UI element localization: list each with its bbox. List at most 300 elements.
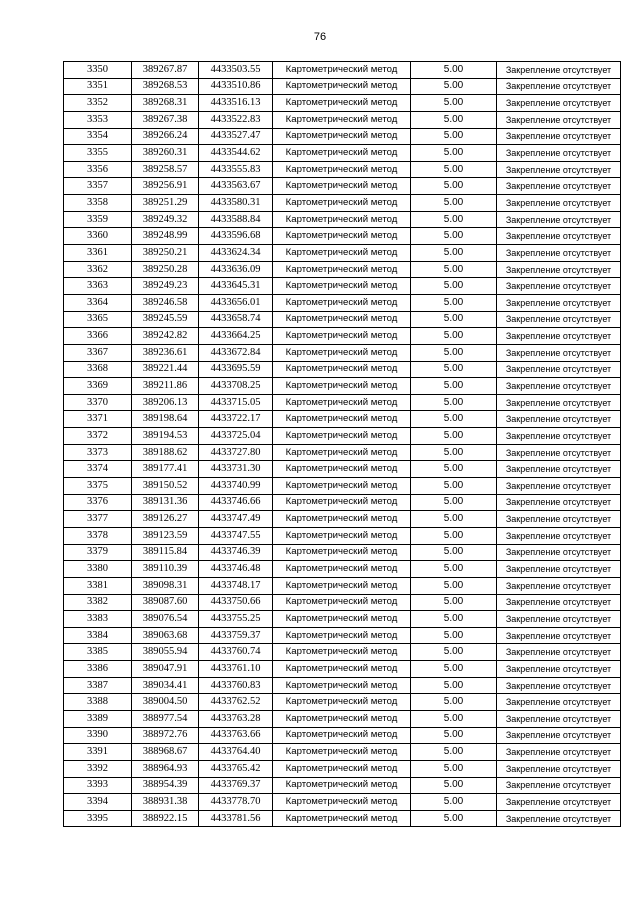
accuracy-cell: 5.00	[411, 195, 497, 212]
fixing-cell: Закрепление отсутствует	[497, 694, 621, 711]
x-coordinate-cell: 389211.86	[132, 378, 199, 395]
accuracy-cell: 5.00	[411, 228, 497, 245]
table-row	[64, 411, 621, 428]
y-coordinate-cell: 4433759.37	[199, 627, 273, 644]
fixing-cell: Закрепление отсутствует	[497, 461, 621, 478]
y-coordinate-cell: 4433563.67	[199, 178, 273, 195]
method-cell: Картометрический метод	[273, 78, 411, 95]
point-number-cell: 3375	[64, 478, 132, 495]
accuracy-cell: 5.00	[411, 111, 497, 128]
y-coordinate-cell: 4433522.83	[199, 111, 273, 128]
y-coordinate-cell: 4433503.55	[199, 62, 273, 79]
x-coordinate-cell: 388977.54	[132, 710, 199, 727]
accuracy-cell: 5.00	[411, 378, 497, 395]
method-cell: Картометрический метод	[273, 361, 411, 378]
fixing-cell: Закрепление отсутствует	[497, 245, 621, 262]
accuracy-cell: 5.00	[411, 710, 497, 727]
point-number-cell: 3376	[64, 494, 132, 511]
accuracy-cell: 5.00	[411, 311, 497, 328]
fixing-cell: Закрепление отсутствует	[497, 145, 621, 162]
fixing-cell: Закрепление отсутствует	[497, 760, 621, 777]
table-row	[64, 328, 621, 345]
accuracy-cell: 5.00	[411, 261, 497, 278]
fixing-cell: Закрепление отсутствует	[497, 444, 621, 461]
table-row	[64, 394, 621, 411]
x-coordinate-cell: 389115.84	[132, 544, 199, 561]
x-coordinate-cell: 388968.67	[132, 744, 199, 761]
accuracy-cell: 5.00	[411, 278, 497, 295]
accuracy-cell: 5.00	[411, 777, 497, 794]
table-row	[64, 211, 621, 228]
fixing-cell: Закрепление отсутствует	[497, 311, 621, 328]
y-coordinate-cell: 4433527.47	[199, 128, 273, 145]
method-cell: Картометрический метод	[273, 661, 411, 678]
y-coordinate-cell: 4433715.05	[199, 394, 273, 411]
x-coordinate-cell: 389034.41	[132, 677, 199, 694]
accuracy-cell: 5.00	[411, 561, 497, 578]
x-coordinate-cell: 389245.59	[132, 311, 199, 328]
x-coordinate-cell: 389055.94	[132, 644, 199, 661]
method-cell: Картометрический метод	[273, 228, 411, 245]
y-coordinate-cell: 4433636.09	[199, 261, 273, 278]
accuracy-cell: 5.00	[411, 161, 497, 178]
table-row	[64, 111, 621, 128]
method-cell: Картометрический метод	[273, 62, 411, 79]
fixing-cell: Закрепление отсутствует	[497, 411, 621, 428]
fixing-cell: Закрепление отсутствует	[497, 794, 621, 811]
method-cell: Картометрический метод	[273, 478, 411, 495]
method-cell: Картометрический метод	[273, 710, 411, 727]
x-coordinate-cell: 389246.58	[132, 294, 199, 311]
point-number-cell: 3365	[64, 311, 132, 328]
accuracy-cell: 5.00	[411, 328, 497, 345]
point-number-cell: 3358	[64, 195, 132, 212]
table-row	[64, 744, 621, 761]
table-row	[64, 294, 621, 311]
accuracy-cell: 5.00	[411, 810, 497, 827]
point-number-cell: 3368	[64, 361, 132, 378]
method-cell: Картометрический метод	[273, 760, 411, 777]
point-number-cell: 3369	[64, 378, 132, 395]
fixing-cell: Закрепление отсутствует	[497, 161, 621, 178]
fixing-cell: Закрепление отсутствует	[497, 677, 621, 694]
x-coordinate-cell: 388922.15	[132, 810, 199, 827]
y-coordinate-cell: 4433740.99	[199, 478, 273, 495]
x-coordinate-cell: 389248.99	[132, 228, 199, 245]
point-number-cell: 3387	[64, 677, 132, 694]
fixing-cell: Закрепление отсутствует	[497, 544, 621, 561]
method-cell: Картометрический метод	[273, 461, 411, 478]
y-coordinate-cell: 4433762.52	[199, 694, 273, 711]
accuracy-cell: 5.00	[411, 478, 497, 495]
method-cell: Картометрический метод	[273, 561, 411, 578]
fixing-cell: Закрепление отсутствует	[497, 361, 621, 378]
accuracy-cell: 5.00	[411, 760, 497, 777]
table-row	[64, 178, 621, 195]
x-coordinate-cell: 388931.38	[132, 794, 199, 811]
point-number-cell: 3373	[64, 444, 132, 461]
y-coordinate-cell: 4433764.40	[199, 744, 273, 761]
table-row	[64, 661, 621, 678]
table-row	[64, 527, 621, 544]
y-coordinate-cell: 4433755.25	[199, 611, 273, 628]
x-coordinate-cell: 389123.59	[132, 527, 199, 544]
y-coordinate-cell: 4433596.68	[199, 228, 273, 245]
x-coordinate-cell: 388954.39	[132, 777, 199, 794]
method-cell: Картометрический метод	[273, 211, 411, 228]
method-cell: Картометрический метод	[273, 577, 411, 594]
x-coordinate-cell: 389250.21	[132, 245, 199, 262]
point-number-cell: 3381	[64, 577, 132, 594]
x-coordinate-cell: 389047.91	[132, 661, 199, 678]
method-cell: Картометрический метод	[273, 428, 411, 445]
accuracy-cell: 5.00	[411, 511, 497, 528]
y-coordinate-cell: 4433708.25	[199, 378, 273, 395]
point-number-cell: 3389	[64, 710, 132, 727]
y-coordinate-cell: 4433731.30	[199, 461, 273, 478]
method-cell: Картометрический метод	[273, 278, 411, 295]
table-row	[64, 810, 621, 827]
method-cell: Картометрический метод	[273, 694, 411, 711]
table-row	[64, 794, 621, 811]
table-row	[64, 644, 621, 661]
table-row	[64, 195, 621, 212]
y-coordinate-cell: 4433727.80	[199, 444, 273, 461]
fixing-cell: Закрепление отсутствует	[497, 710, 621, 727]
fixing-cell: Закрепление отсутствует	[497, 527, 621, 544]
fixing-cell: Закрепление отсутствует	[497, 727, 621, 744]
method-cell: Картометрический метод	[273, 594, 411, 611]
method-cell: Картометрический метод	[273, 744, 411, 761]
accuracy-cell: 5.00	[411, 294, 497, 311]
point-number-cell: 3395	[64, 810, 132, 827]
table-row	[64, 228, 621, 245]
accuracy-cell: 5.00	[411, 644, 497, 661]
accuracy-cell: 5.00	[411, 444, 497, 461]
fixing-cell: Закрепление отсутствует	[497, 195, 621, 212]
method-cell: Картометрический метод	[273, 245, 411, 262]
fixing-cell: Закрепление отсутствует	[497, 111, 621, 128]
accuracy-cell: 5.00	[411, 461, 497, 478]
method-cell: Картометрический метод	[273, 328, 411, 345]
method-cell: Картометрический метод	[273, 95, 411, 112]
method-cell: Картометрический метод	[273, 161, 411, 178]
x-coordinate-cell: 389110.39	[132, 561, 199, 578]
x-coordinate-cell: 389251.29	[132, 195, 199, 212]
fixing-cell: Закрепление отсутствует	[497, 561, 621, 578]
point-number-cell: 3380	[64, 561, 132, 578]
fixing-cell: Закрепление отсутствует	[497, 328, 621, 345]
x-coordinate-cell: 389242.82	[132, 328, 199, 345]
point-number-cell: 3363	[64, 278, 132, 295]
y-coordinate-cell: 4433672.84	[199, 344, 273, 361]
y-coordinate-cell: 4433725.04	[199, 428, 273, 445]
method-cell: Картометрический метод	[273, 145, 411, 162]
accuracy-cell: 5.00	[411, 577, 497, 594]
y-coordinate-cell: 4433510.86	[199, 78, 273, 95]
table-row	[64, 278, 621, 295]
y-coordinate-cell: 4433748.17	[199, 577, 273, 594]
y-coordinate-cell: 4433763.66	[199, 727, 273, 744]
point-number-cell: 3382	[64, 594, 132, 611]
y-coordinate-cell: 4433781.56	[199, 810, 273, 827]
point-number-cell: 3386	[64, 661, 132, 678]
point-number-cell: 3357	[64, 178, 132, 195]
x-coordinate-cell: 389260.31	[132, 145, 199, 162]
point-number-cell: 3360	[64, 228, 132, 245]
point-number-cell: 3374	[64, 461, 132, 478]
fixing-cell: Закрепление отсутствует	[497, 344, 621, 361]
y-coordinate-cell: 4433624.34	[199, 245, 273, 262]
y-coordinate-cell: 4433765.42	[199, 760, 273, 777]
x-coordinate-cell: 389131.36	[132, 494, 199, 511]
method-cell: Картометрический метод	[273, 378, 411, 395]
x-coordinate-cell: 389250.28	[132, 261, 199, 278]
accuracy-cell: 5.00	[411, 611, 497, 628]
method-cell: Картометрический метод	[273, 178, 411, 195]
method-cell: Картометрический метод	[273, 128, 411, 145]
fixing-cell: Закрепление отсутствует	[497, 428, 621, 445]
x-coordinate-cell: 389177.41	[132, 461, 199, 478]
point-number-cell: 3390	[64, 727, 132, 744]
x-coordinate-cell: 389249.32	[132, 211, 199, 228]
y-coordinate-cell: 4433761.10	[199, 661, 273, 678]
table-row	[64, 128, 621, 145]
x-coordinate-cell: 389004.50	[132, 694, 199, 711]
accuracy-cell: 5.00	[411, 344, 497, 361]
point-number-cell: 3383	[64, 611, 132, 628]
y-coordinate-cell: 4433664.25	[199, 328, 273, 345]
table-row	[64, 478, 621, 495]
method-cell: Картометрический метод	[273, 777, 411, 794]
x-coordinate-cell: 389063.68	[132, 627, 199, 644]
x-coordinate-cell: 389150.52	[132, 478, 199, 495]
point-number-cell: 3392	[64, 760, 132, 777]
method-cell: Картометрический метод	[273, 444, 411, 461]
fixing-cell: Закрепление отсутствует	[497, 644, 621, 661]
method-cell: Картометрический метод	[273, 511, 411, 528]
point-number-cell: 3359	[64, 211, 132, 228]
table-row	[64, 428, 621, 445]
fixing-cell: Закрепление отсутствует	[497, 661, 621, 678]
point-number-cell: 3352	[64, 95, 132, 112]
table-row	[64, 777, 621, 794]
point-number-cell: 3379	[64, 544, 132, 561]
fixing-cell: Закрепление отсутствует	[497, 178, 621, 195]
point-number-cell: 3353	[64, 111, 132, 128]
y-coordinate-cell: 4433769.37	[199, 777, 273, 794]
point-number-cell: 3385	[64, 644, 132, 661]
accuracy-cell: 5.00	[411, 78, 497, 95]
y-coordinate-cell: 4433580.31	[199, 195, 273, 212]
accuracy-cell: 5.00	[411, 694, 497, 711]
fixing-cell: Закрепление отсутствует	[497, 278, 621, 295]
table-row	[64, 694, 621, 711]
x-coordinate-cell: 389267.87	[132, 62, 199, 79]
fixing-cell: Закрепление отсутствует	[497, 261, 621, 278]
table-row	[64, 760, 621, 777]
method-cell: Картометрический метод	[273, 794, 411, 811]
x-coordinate-cell: 389268.31	[132, 95, 199, 112]
method-cell: Картометрический метод	[273, 727, 411, 744]
x-coordinate-cell: 389267.38	[132, 111, 199, 128]
accuracy-cell: 5.00	[411, 494, 497, 511]
y-coordinate-cell: 4433750.66	[199, 594, 273, 611]
x-coordinate-cell: 388972.76	[132, 727, 199, 744]
method-cell: Картометрический метод	[273, 344, 411, 361]
accuracy-cell: 5.00	[411, 178, 497, 195]
accuracy-cell: 5.00	[411, 794, 497, 811]
fixing-cell: Закрепление отсутствует	[497, 78, 621, 95]
point-number-cell: 3366	[64, 328, 132, 345]
method-cell: Картометрический метод	[273, 261, 411, 278]
point-number-cell: 3384	[64, 627, 132, 644]
method-cell: Картометрический метод	[273, 677, 411, 694]
method-cell: Картометрический метод	[273, 627, 411, 644]
y-coordinate-cell: 4433746.66	[199, 494, 273, 511]
fixing-cell: Закрепление отсутствует	[497, 511, 621, 528]
point-number-cell: 3364	[64, 294, 132, 311]
point-number-cell: 3351	[64, 78, 132, 95]
y-coordinate-cell: 4433746.48	[199, 561, 273, 578]
y-coordinate-cell: 4433747.55	[199, 527, 273, 544]
x-coordinate-cell: 389206.13	[132, 394, 199, 411]
y-coordinate-cell: 4433656.01	[199, 294, 273, 311]
table-row	[64, 561, 621, 578]
y-coordinate-cell: 4433722.17	[199, 411, 273, 428]
point-number-cell: 3355	[64, 145, 132, 162]
y-coordinate-cell: 4433760.74	[199, 644, 273, 661]
x-coordinate-cell: 389221.44	[132, 361, 199, 378]
accuracy-cell: 5.00	[411, 627, 497, 644]
table-row	[64, 710, 621, 727]
point-number-cell: 3370	[64, 394, 132, 411]
table-row	[64, 494, 621, 511]
table-row	[64, 161, 621, 178]
method-cell: Картометрический метод	[273, 411, 411, 428]
accuracy-cell: 5.00	[411, 428, 497, 445]
coordinates-table-body	[64, 62, 621, 827]
fixing-cell: Закрепление отсутствует	[497, 294, 621, 311]
method-cell: Картометрический метод	[273, 611, 411, 628]
table-row	[64, 378, 621, 395]
point-number-cell: 3372	[64, 428, 132, 445]
fixing-cell: Закрепление отсутствует	[497, 228, 621, 245]
y-coordinate-cell: 4433645.31	[199, 278, 273, 295]
accuracy-cell: 5.00	[411, 145, 497, 162]
accuracy-cell: 5.00	[411, 744, 497, 761]
point-number-cell: 3361	[64, 245, 132, 262]
x-coordinate-cell: 389194.53	[132, 428, 199, 445]
y-coordinate-cell: 4433588.84	[199, 211, 273, 228]
table-row	[64, 145, 621, 162]
method-cell: Картометрический метод	[273, 544, 411, 561]
fixing-cell: Закрепление отсутствует	[497, 744, 621, 761]
method-cell: Картометрический метод	[273, 195, 411, 212]
accuracy-cell: 5.00	[411, 62, 497, 79]
x-coordinate-cell: 389087.60	[132, 594, 199, 611]
accuracy-cell: 5.00	[411, 661, 497, 678]
point-number-cell: 3394	[64, 794, 132, 811]
point-number-cell: 3362	[64, 261, 132, 278]
fixing-cell: Закрепление отсутствует	[497, 128, 621, 145]
table-row	[64, 727, 621, 744]
page-number: 76	[313, 31, 327, 43]
method-cell: Картометрический метод	[273, 810, 411, 827]
table-row	[64, 361, 621, 378]
point-number-cell: 3378	[64, 527, 132, 544]
accuracy-cell: 5.00	[411, 361, 497, 378]
y-coordinate-cell: 4433658.74	[199, 311, 273, 328]
y-coordinate-cell: 4433544.62	[199, 145, 273, 162]
method-cell: Картометрический метод	[273, 494, 411, 511]
fixing-cell: Закрепление отсутствует	[497, 211, 621, 228]
y-coordinate-cell: 4433695.59	[199, 361, 273, 378]
point-number-cell: 3371	[64, 411, 132, 428]
point-number-cell: 3350	[64, 62, 132, 79]
point-number-cell: 3367	[64, 344, 132, 361]
y-coordinate-cell: 4433746.39	[199, 544, 273, 561]
table-row	[64, 245, 621, 262]
table-row	[64, 344, 621, 361]
accuracy-cell: 5.00	[411, 544, 497, 561]
coordinates-table	[63, 61, 621, 827]
method-cell: Картометрический метод	[273, 311, 411, 328]
x-coordinate-cell: 389236.61	[132, 344, 199, 361]
point-number-cell: 3391	[64, 744, 132, 761]
x-coordinate-cell: 389266.24	[132, 128, 199, 145]
table-row	[64, 627, 621, 644]
accuracy-cell: 5.00	[411, 245, 497, 262]
accuracy-cell: 5.00	[411, 411, 497, 428]
fixing-cell: Закрепление отсутствует	[497, 777, 621, 794]
fixing-cell: Закрепление отсутствует	[497, 378, 621, 395]
x-coordinate-cell: 389188.62	[132, 444, 199, 461]
point-number-cell: 3388	[64, 694, 132, 711]
point-number-cell: 3356	[64, 161, 132, 178]
table-row	[64, 544, 621, 561]
table-row	[64, 577, 621, 594]
y-coordinate-cell: 4433747.49	[199, 511, 273, 528]
x-coordinate-cell: 389126.27	[132, 511, 199, 528]
table-row	[64, 594, 621, 611]
fixing-cell: Закрепление отсутствует	[497, 394, 621, 411]
table-row	[64, 261, 621, 278]
accuracy-cell: 5.00	[411, 677, 497, 694]
table-row	[64, 461, 621, 478]
method-cell: Картометрический метод	[273, 111, 411, 128]
y-coordinate-cell: 4433778.70	[199, 794, 273, 811]
x-coordinate-cell: 389268.53	[132, 78, 199, 95]
fixing-cell: Закрепление отсутствует	[497, 95, 621, 112]
accuracy-cell: 5.00	[411, 594, 497, 611]
x-coordinate-cell: 389098.31	[132, 577, 199, 594]
accuracy-cell: 5.00	[411, 95, 497, 112]
accuracy-cell: 5.00	[411, 128, 497, 145]
fixing-cell: Закрепление отсутствует	[497, 62, 621, 79]
x-coordinate-cell: 389198.64	[132, 411, 199, 428]
table-row	[64, 511, 621, 528]
x-coordinate-cell: 389076.54	[132, 611, 199, 628]
fixing-cell: Закрепление отсутствует	[497, 810, 621, 827]
fixing-cell: Закрепление отсутствует	[497, 594, 621, 611]
table-row	[64, 677, 621, 694]
x-coordinate-cell: 389256.91	[132, 178, 199, 195]
method-cell: Картометрический метод	[273, 644, 411, 661]
table-row	[64, 95, 621, 112]
x-coordinate-cell: 389249.23	[132, 278, 199, 295]
point-number-cell: 3354	[64, 128, 132, 145]
